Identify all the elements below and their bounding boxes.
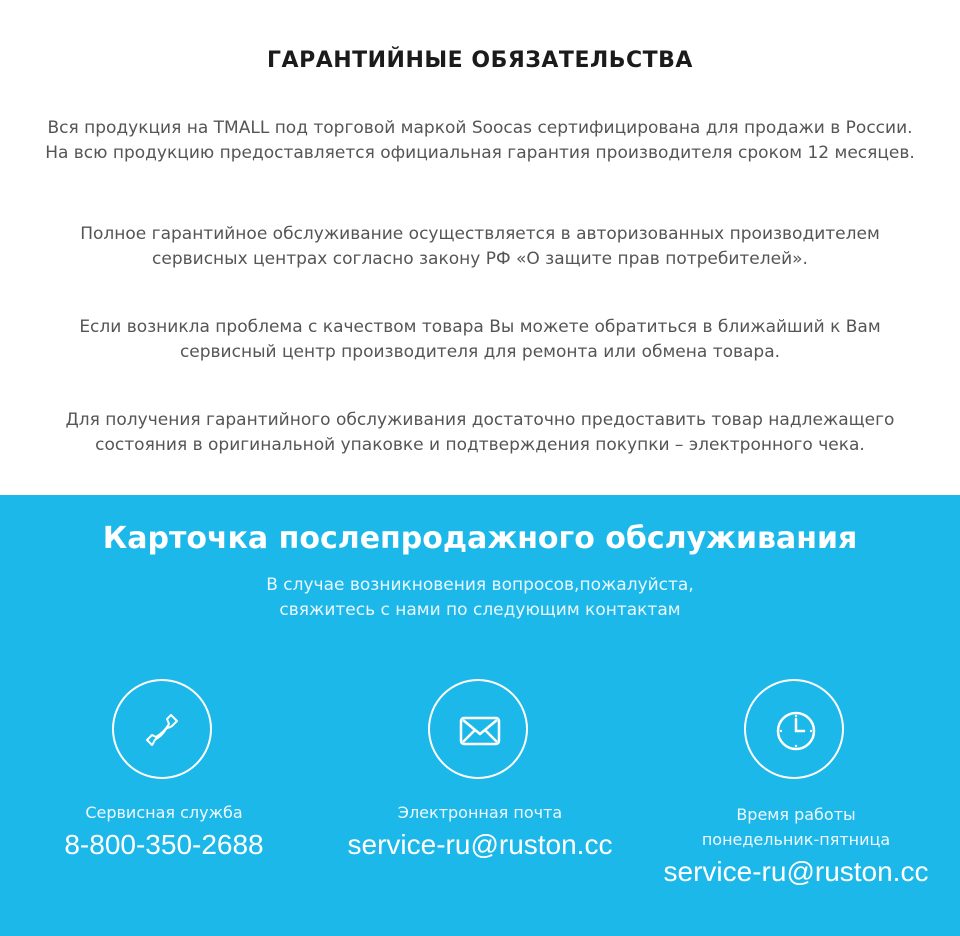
service-card-subtitle xyxy=(0,573,960,623)
phone-icon xyxy=(142,709,186,753)
service-card-title: Карточка послепродажного обслуживания xyxy=(102,521,858,556)
phone-label: Сервисная служба xyxy=(85,803,243,822)
clock-icon-circle xyxy=(744,679,844,779)
hours-email-link[interactable]: service-ru@ruston.cc xyxy=(663,856,929,887)
phone-number[interactable]: 8-800-350-2688 xyxy=(64,829,264,860)
email-label: Электронная почта xyxy=(397,803,563,822)
hours-label: Время работы xyxy=(736,805,856,824)
hours-days: понедельник-пятница xyxy=(701,830,891,849)
service-card-section xyxy=(0,495,960,936)
service-card-subtitle-line-2: свяжитесь с нами по следующим контактам xyxy=(279,600,681,620)
email-link[interactable]: service-ru@ruston.cc xyxy=(347,829,613,860)
envelope-icon xyxy=(458,709,502,753)
service-card-subtitle-line-1: В случае возникновения вопросов,пожалуйста, xyxy=(266,575,694,595)
warranty-paragraph-2: Полное гарантийное обслуживание осуществляется в авторизованных производителем сервисных центрах согласно закону РФ «О защите прав потребителей». xyxy=(80,224,880,269)
warranty-title: ГАРАНТИЙНЫЕ ОБЯЗАТЕЛЬСТВА xyxy=(267,48,693,73)
warranty-paragraph-4: Для получения гарантийного обслуживания достаточно предоставить товар надлежащего состояния в оригинальной упаковке и подтверждения покупки – электронного чека. xyxy=(65,410,895,455)
envelope-icon-circle xyxy=(428,679,528,779)
warranty-paragraph-3: Если возникла проблема с качеством товара Вы можете обратиться в ближайший к Вам сервисный центр производителя для ремонта или обмена товара. xyxy=(79,317,881,362)
warranty-paragraph-1: Вся продукция на TMALL под торговой маркой Soocas сертифицирована для продажи в России. На всю продукцию предоставляется официальная гарантия производителя сроком 12 месяцев. xyxy=(45,118,915,163)
phone-icon-circle xyxy=(112,679,212,779)
clock-icon xyxy=(774,709,818,753)
